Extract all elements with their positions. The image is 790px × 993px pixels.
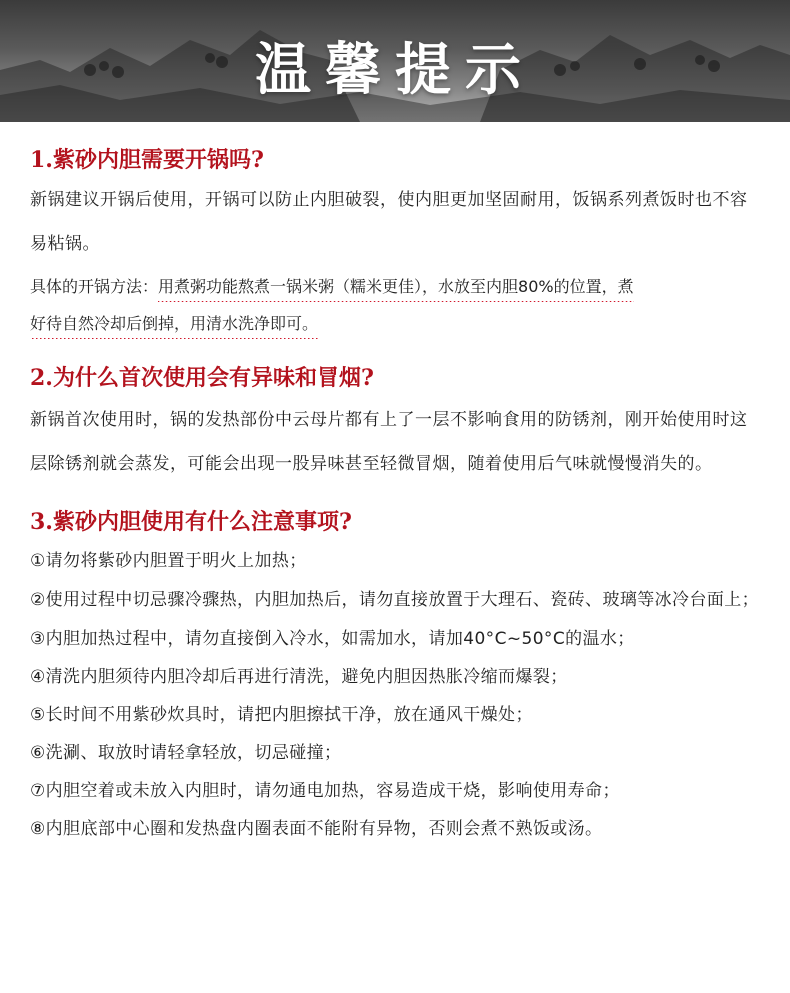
list-item: ⑧内胆底部中心圈和发热盘内圈表面不能附有异物，否则会煮不熟饭或汤。	[30, 819, 603, 839]
list-item: ⑦内胆空着或未放入内胆时，请勿通电加热，容易造成干烧，影响使用寿命；	[30, 781, 620, 801]
section-3	[30, 486, 760, 848]
method-label: 具体的开锅方法：	[30, 277, 159, 296]
method-text-2: 好待自然冷却后倒掉，用清水洗净即可。	[30, 314, 318, 339]
method-text-1: 用煮粥功能熬煮一锅米粥（糯米更佳），水放至内胆80%的位置，煮	[158, 277, 634, 302]
list-item: ③内胆加热过程中，请勿直接倒入冷水，如需加水，请加40°C~50°C的温水；	[30, 629, 635, 649]
section-1	[30, 122, 760, 342]
section-2-paragraph: 新锅首次使用时，锅的发热部份中云母片都有上了一层不影响食用的防锈剂，刚开始使用时这层除锈剂就会蒸发，可能会出现一股异味甚至轻微冒烟，随着使用后气味就慢慢消失的。	[30, 410, 748, 474]
list-item: ⑤长时间不用紫砂炊具时，请把内胆擦拭干净，放在通风干燥处；	[30, 705, 533, 725]
method-line-1	[30, 268, 760, 305]
page-title: 温馨提示	[255, 37, 535, 103]
list-item: ④清洗内胆须待内胆冷却后再进行清洗，避免内胆因热胀冷缩而爆裂；	[30, 667, 568, 687]
method-line-2	[30, 305, 760, 342]
header-banner	[0, 0, 790, 122]
section-1-paragraph: 新锅建议开锅后使用，开锅可以防止内胆破裂，使内胆更加坚固耐用，饭锅系列煮饭时也不容易粘锅。	[30, 190, 748, 254]
notice-list	[30, 542, 760, 848]
list-item: ②使用过程中切忌骤冷骤热，内胆加热后，请勿直接放置于大理石、瓷砖、玻璃等冰冷台面上；	[30, 590, 760, 610]
section-3-title: 3.紫砂内胆使用有什么注意事项?	[30, 509, 352, 535]
section-1-title: 1.紫砂内胆需要开锅吗?	[30, 147, 264, 173]
content-area	[0, 122, 790, 848]
list-item: ⑥洗涮、取放时请轻拿轻放，切忌碰撞；	[30, 743, 342, 763]
list-item: ①请勿将紫砂内胆置于明火上加热；	[30, 551, 307, 571]
section-2	[30, 342, 760, 486]
section-2-title: 2.为什么首次使用会有异味和冒烟?	[30, 365, 374, 391]
